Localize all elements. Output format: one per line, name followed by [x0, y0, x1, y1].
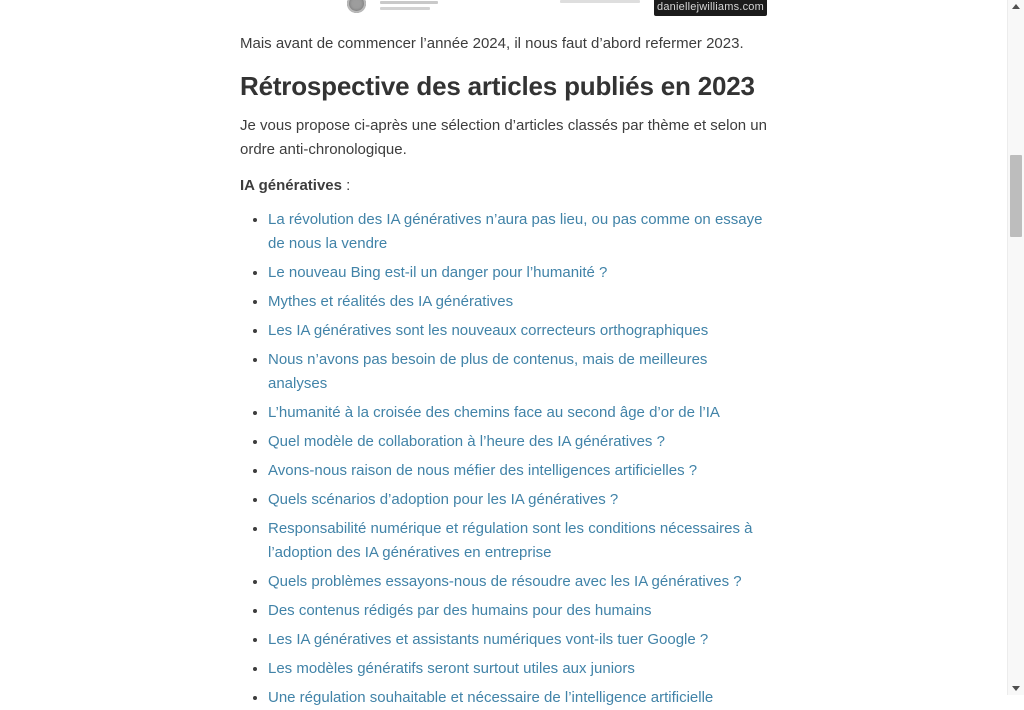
list-item [268, 348, 767, 396]
section-label-suffix: : [342, 177, 351, 194]
description-paragraph: Je vous propose ci-après une sélection d’articles classés par thème et selon un ordre anti-chronologique. [240, 117, 767, 158]
article-link[interactable]: Mythes et réalités des IA génératives [268, 293, 514, 310]
article-link[interactable]: L’humanité à la croisée des chemins face au second âge d’or de l’IA [268, 404, 720, 421]
hero-caption-line [380, 7, 430, 10]
scrollbar[interactable] [1007, 0, 1024, 695]
article-link[interactable]: Quel modèle de collaboration à l’heure des IA génératives ? [268, 433, 665, 450]
article-link[interactable]: Les modèles génératifs seront surtout utiles aux juniors [268, 660, 635, 677]
list-item [268, 319, 767, 343]
article-content [240, 0, 767, 710]
list-item [268, 459, 767, 483]
list-item [268, 290, 767, 314]
section-label-text: IA génératives [240, 177, 342, 194]
hero-caption-line [380, 1, 438, 4]
hero-image [240, 0, 767, 18]
article-link[interactable]: Quels problèmes essayons-nous de résoudre avec les IA génératives ? [268, 573, 742, 590]
article-link[interactable]: Avons-nous raison de nous méfier des intelligences artificielles ? [268, 462, 698, 479]
page-title: Rétrospective des articles publiés en 2023 [240, 71, 755, 101]
article-link[interactable]: Quels scénarios d’adoption pour les IA génératives ? [268, 491, 619, 508]
section-label [240, 174, 767, 198]
hero-caption-line [560, 0, 640, 3]
list-item [268, 208, 767, 256]
scrollbar-up-arrow-icon[interactable] [1012, 4, 1020, 9]
hero-logo-icon [347, 0, 366, 13]
list-item [268, 517, 767, 565]
scrollbar-thumb[interactable] [1010, 155, 1022, 237]
list-item [268, 488, 767, 512]
article-link[interactable]: Nous n’avons pas besoin de plus de contenus, mais de meilleures analyses [268, 351, 708, 392]
list-item [268, 430, 767, 454]
intro-paragraph: Mais avant de commencer l’année 2024, il nous faut d’abord refermer 2023. [240, 35, 744, 52]
list-item [268, 628, 767, 652]
article-link[interactable]: Le nouveau Bing est-il un danger pour l’humanité ? [268, 264, 608, 281]
list-item [268, 657, 767, 681]
article-list [240, 208, 767, 710]
list-item [268, 261, 767, 285]
article-link[interactable]: Les IA génératives et assistants numériques vont-ils tuer Google ? [268, 631, 709, 648]
list-item [268, 599, 767, 623]
site-url-badge: daniellejwilliams.com [654, 0, 767, 16]
article-link[interactable]: La révolution des IA génératives n’aura pas lieu, ou pas comme on essaye de nous la vendre [268, 211, 763, 252]
article-link[interactable]: Une régulation souhaitable et nécessaire de l’intelligence artificielle [268, 689, 714, 706]
list-item [268, 686, 767, 710]
article-link[interactable]: Des contenus rédigés par des humains pour des humains [268, 602, 652, 619]
list-item [268, 401, 767, 425]
article-link[interactable]: Responsabilité numérique et régulation sont les conditions nécessaires à l’adoption des IA génératives en entreprise [268, 520, 753, 561]
article-link[interactable]: Les IA génératives sont les nouveaux correcteurs orthographiques [268, 322, 709, 339]
list-item [268, 570, 767, 594]
scrollbar-down-arrow-icon[interactable] [1012, 686, 1020, 691]
